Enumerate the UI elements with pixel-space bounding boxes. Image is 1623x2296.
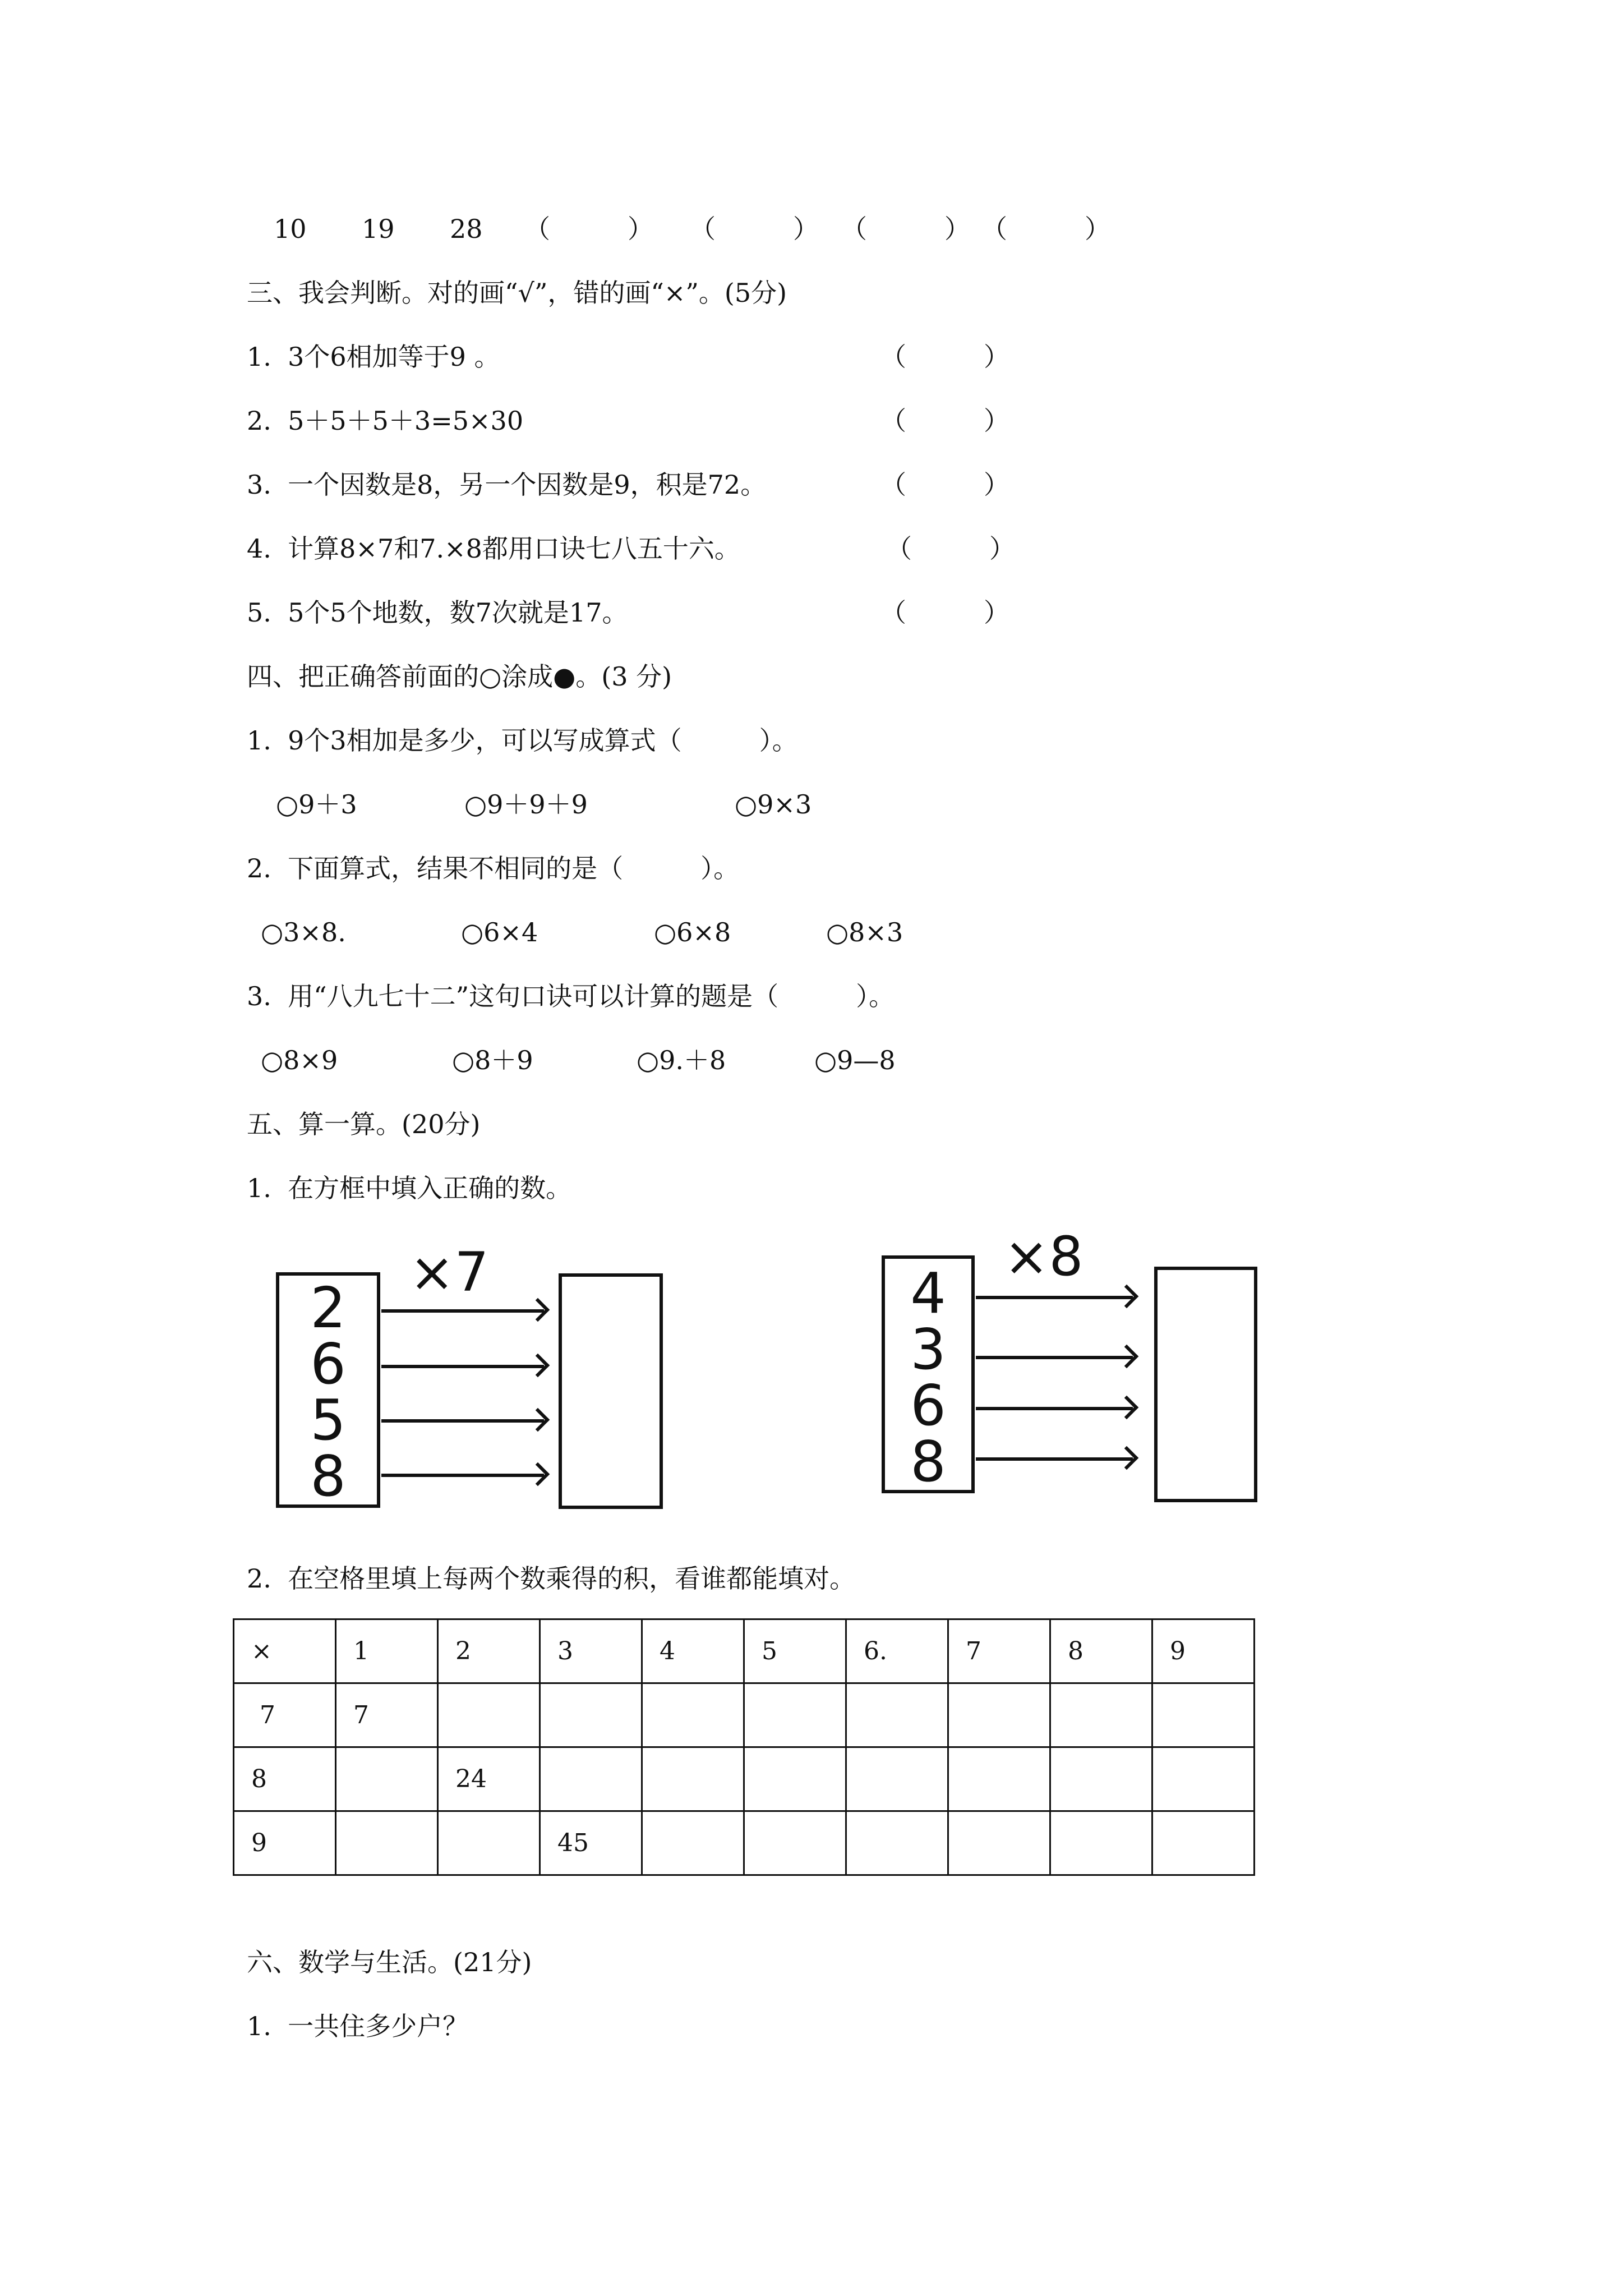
table-header-cell: 5 xyxy=(744,1619,846,1683)
table-row xyxy=(234,1811,1255,1875)
fill-question: 2. 在空格里填上每两个数乘得的积，看谁都能填对。 xyxy=(247,1563,856,1594)
seq-num: 10 xyxy=(274,214,307,244)
arrow xyxy=(976,1457,1133,1461)
table-cell[interactable]: 24 xyxy=(438,1747,540,1811)
factor: 6 xyxy=(310,1331,346,1397)
choice-question: 1. 9个3相加是多少，可以写成算式（ ）。 xyxy=(247,725,798,756)
judge-question: 2. 5＋5＋5＋3=5×30 xyxy=(247,406,524,436)
answer-blank[interactable]: （ ） xyxy=(886,533,1015,564)
arrow xyxy=(381,1474,544,1477)
arrow xyxy=(976,1407,1133,1410)
choice-option[interactable]: ○6×4 xyxy=(461,917,538,947)
table-cell[interactable] xyxy=(846,1747,948,1811)
table-header-cell: 4 xyxy=(642,1619,744,1683)
factor: 8 xyxy=(310,1443,346,1509)
table-header-cell: 2 xyxy=(438,1619,540,1683)
section-title: 五、算一算。(20分) xyxy=(247,1109,481,1139)
table-cell[interactable] xyxy=(642,1683,744,1747)
table-header-cell: × xyxy=(234,1619,336,1683)
operator-label: ×8 xyxy=(1004,1225,1083,1288)
table-cell[interactable] xyxy=(1050,1811,1152,1875)
word-problem: 1. 一共住多少户？ xyxy=(247,2011,469,2041)
multiplication-table xyxy=(233,1618,1255,1876)
seq-num: 19 xyxy=(362,214,395,244)
arrow xyxy=(976,1356,1133,1359)
factor: 3 xyxy=(910,1317,946,1382)
answer-box[interactable] xyxy=(559,1273,663,1509)
choice-option[interactable]: ○6×8 xyxy=(654,917,731,947)
table-cell[interactable] xyxy=(846,1811,948,1875)
answer-blank[interactable]: （ ） xyxy=(880,597,1009,628)
table-cell[interactable] xyxy=(948,1811,1050,1875)
choice-option[interactable]: ○9＋3 xyxy=(276,789,357,820)
seq-blank[interactable]: （ ） xyxy=(981,214,1110,244)
table-cell[interactable] xyxy=(642,1747,744,1811)
arrow xyxy=(381,1419,544,1423)
table-cell[interactable] xyxy=(1152,1683,1255,1747)
table-cell[interactable] xyxy=(846,1683,948,1747)
choice-option[interactable]: ○8×3 xyxy=(826,917,903,947)
table-row xyxy=(234,1747,1255,1811)
factor: 6 xyxy=(910,1373,946,1438)
seq-blank[interactable]: （ ） xyxy=(690,214,819,244)
table-cell[interactable] xyxy=(744,1683,846,1747)
section-title: 四、把正确答前面的○涂成●。(3 分) xyxy=(247,661,672,692)
section-title: 六、数学与生活。(21分) xyxy=(247,1947,532,1977)
judge-question: 4. 计算8×7和7.×8都用口诀七八五十六。 xyxy=(247,533,740,564)
table-cell[interactable]: 45 xyxy=(540,1811,642,1875)
factor: 5 xyxy=(310,1387,346,1453)
row-factor-cell: 8 xyxy=(234,1747,336,1811)
number-box xyxy=(276,1272,380,1508)
table-cell[interactable] xyxy=(744,1747,846,1811)
table-cell[interactable] xyxy=(336,1747,438,1811)
arrow xyxy=(976,1296,1133,1299)
table-cell[interactable] xyxy=(1152,1811,1255,1875)
seq-blank[interactable]: （ ） xyxy=(524,214,653,244)
choice-option[interactable]: ○8＋9 xyxy=(452,1045,533,1075)
choice-option[interactable]: ○9—8 xyxy=(814,1045,896,1075)
section-title: 三、我会判断。对的画“√”，错的画“×”。(5分) xyxy=(247,278,787,308)
choice-option[interactable]: ○9×3 xyxy=(735,789,812,820)
choice-question: 3. 用“八九七十二”这句口诀可以计算的题是（ ）。 xyxy=(247,981,895,1011)
table-cell[interactable] xyxy=(744,1811,846,1875)
seq-num: 28 xyxy=(450,214,483,244)
table-header-cell: 6. xyxy=(846,1619,948,1683)
factor: 8 xyxy=(910,1429,946,1494)
table-cell[interactable] xyxy=(1050,1747,1152,1811)
choice-option[interactable]: ○3×8. xyxy=(261,917,346,947)
table-header-cell: 9 xyxy=(1152,1619,1255,1683)
table-cell[interactable] xyxy=(540,1747,642,1811)
table-cell[interactable] xyxy=(1152,1747,1255,1811)
table-header-cell: 3 xyxy=(540,1619,642,1683)
table-cell[interactable] xyxy=(540,1683,642,1747)
factor: 4 xyxy=(910,1260,946,1326)
judge-question: 3. 一个因数是8，另一个因数是9，积是72。 xyxy=(247,470,767,500)
operator-label: ×7 xyxy=(409,1241,489,1304)
answer-box[interactable] xyxy=(1154,1267,1257,1502)
seq-blank[interactable]: （ ） xyxy=(841,214,970,244)
table-cell[interactable] xyxy=(948,1747,1050,1811)
answer-blank[interactable]: （ ） xyxy=(880,406,1009,436)
table-header-row xyxy=(234,1619,1255,1683)
row-factor-cell: 9 xyxy=(234,1811,336,1875)
table-header-cell: 8 xyxy=(1050,1619,1152,1683)
arrow xyxy=(381,1365,544,1368)
row-factor-cell: 7 xyxy=(234,1683,336,1747)
table-header-cell: 1 xyxy=(336,1619,438,1683)
choice-option[interactable]: ○9＋9＋9 xyxy=(464,789,588,820)
table-cell[interactable] xyxy=(642,1811,744,1875)
fill-question: 1. 在方框中填入正确的数。 xyxy=(247,1173,572,1203)
table-cell[interactable] xyxy=(438,1683,540,1747)
table-header-cell: 7 xyxy=(948,1619,1050,1683)
answer-blank[interactable]: （ ） xyxy=(880,470,1009,500)
choice-option[interactable]: ○8×9 xyxy=(261,1045,338,1075)
table-cell[interactable]: 7 xyxy=(336,1683,438,1747)
factor: 2 xyxy=(310,1275,346,1341)
arrow xyxy=(381,1309,544,1313)
choice-option[interactable]: ○9.＋8 xyxy=(637,1045,726,1075)
table-cell[interactable] xyxy=(438,1811,540,1875)
table-cell[interactable] xyxy=(948,1683,1050,1747)
judge-question: 1. 3个6相加等于9 。 xyxy=(247,342,500,372)
table-cell[interactable] xyxy=(1050,1683,1152,1747)
number-box xyxy=(882,1255,975,1493)
table-row xyxy=(234,1683,1255,1747)
answer-blank[interactable]: （ ） xyxy=(880,342,1009,372)
judge-question: 5. 5个5个地数，数7次就是17。 xyxy=(247,597,628,628)
table-cell[interactable] xyxy=(336,1811,438,1875)
choice-question: 2. 下面算式，结果不相同的是（ ）。 xyxy=(247,853,740,884)
